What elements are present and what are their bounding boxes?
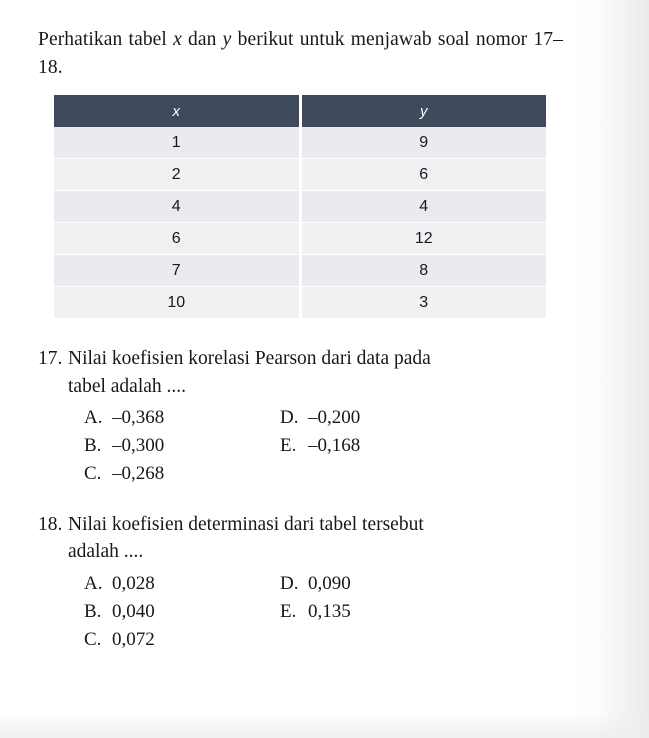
option-value: –0,368	[112, 406, 165, 428]
question-17-number: 17.	[38, 348, 63, 370]
option-value: –0,268	[112, 462, 165, 484]
option-value: –0,300	[112, 434, 165, 456]
instruction-text-3: berikut untuk menjawab	[231, 29, 432, 50]
cell-x: 1	[54, 127, 300, 159]
option-letter: A.	[84, 406, 103, 428]
option-letter: E.	[280, 600, 297, 622]
option-row	[84, 629, 504, 651]
question-18-text	[68, 511, 563, 566]
option-letter: E.	[280, 434, 297, 456]
question-17-text-line1: Nilai koefisien korelasi Pearson dari data pada	[68, 348, 431, 370]
cell-y: 9	[300, 127, 546, 159]
cell-y: 3	[300, 287, 546, 319]
cell-y: 8	[300, 255, 546, 287]
table-row	[54, 287, 546, 319]
option-18-C[interactable]	[84, 629, 280, 651]
cell-y: 6	[300, 159, 546, 191]
option-value: 0,040	[112, 600, 155, 622]
table-row	[54, 191, 546, 223]
option-17-B[interactable]	[84, 435, 280, 457]
variable-x-label: x	[173, 29, 182, 50]
option-17-C[interactable]	[84, 463, 280, 485]
table-row	[54, 159, 546, 191]
question-18-text-line2: adalah ....	[68, 541, 144, 563]
table-row	[54, 223, 546, 255]
table-header-row	[54, 95, 546, 127]
option-18-D[interactable]	[280, 573, 351, 595]
option-value: –0,200	[308, 406, 361, 428]
column-header-y: y	[300, 95, 546, 127]
option-value: 0,028	[112, 572, 155, 594]
option-letter: C.	[84, 628, 102, 650]
xy-data-table	[54, 95, 546, 319]
instruction-text-1: Perhatikan tabel	[38, 29, 174, 50]
option-17-A[interactable]	[84, 407, 280, 429]
option-17-E[interactable]	[280, 435, 360, 457]
table-body	[54, 127, 546, 319]
instruction-paragraph	[38, 26, 563, 81]
option-letter: D.	[280, 406, 299, 428]
option-value: 0,135	[308, 600, 351, 622]
table-row	[54, 255, 546, 287]
option-letter: B.	[84, 434, 102, 456]
option-18-A[interactable]	[84, 573, 280, 595]
question-17	[38, 345, 563, 485]
question-17-options	[84, 407, 504, 485]
option-18-E[interactable]	[280, 601, 351, 623]
cell-x: 7	[54, 255, 300, 287]
table-row	[54, 127, 546, 159]
variable-y-label: y	[222, 29, 232, 50]
option-value: 0,072	[112, 628, 155, 650]
option-row	[84, 601, 504, 623]
question-18-statement	[38, 511, 563, 566]
page-edge-shadow-bottom	[0, 712, 649, 738]
option-row	[84, 573, 504, 595]
option-value: –0,168	[308, 434, 361, 456]
option-letter: D.	[280, 572, 299, 594]
cell-x: 6	[54, 223, 300, 255]
cell-y: 4	[300, 191, 546, 223]
option-row	[84, 435, 504, 457]
cell-y: 12	[300, 223, 546, 255]
option-value: 0,090	[308, 572, 351, 594]
cell-x: 2	[54, 159, 300, 191]
column-header-x: x	[54, 95, 300, 127]
question-17-statement	[38, 345, 563, 400]
option-18-B[interactable]	[84, 601, 280, 623]
instruction-text-2: dan	[181, 29, 223, 50]
question-17-text-line2: tabel adalah ....	[68, 375, 187, 397]
cell-x: 4	[54, 191, 300, 223]
cell-x: 10	[54, 287, 300, 319]
instruction-text-4: soal nomor 17–18.	[38, 29, 563, 78]
option-letter: C.	[84, 462, 102, 484]
option-17-D[interactable]	[280, 407, 360, 429]
question-18-options	[84, 573, 504, 651]
question-18	[38, 511, 563, 651]
question-18-text-line1: Nilai koefisien determinasi dari tabel tersebut	[68, 513, 424, 535]
option-row	[84, 407, 504, 429]
option-row	[84, 463, 504, 485]
table-head	[54, 95, 546, 127]
option-letter: B.	[84, 600, 102, 622]
option-letter: A.	[84, 572, 103, 594]
question-18-number: 18.	[38, 513, 63, 535]
question-17-text	[68, 345, 563, 400]
